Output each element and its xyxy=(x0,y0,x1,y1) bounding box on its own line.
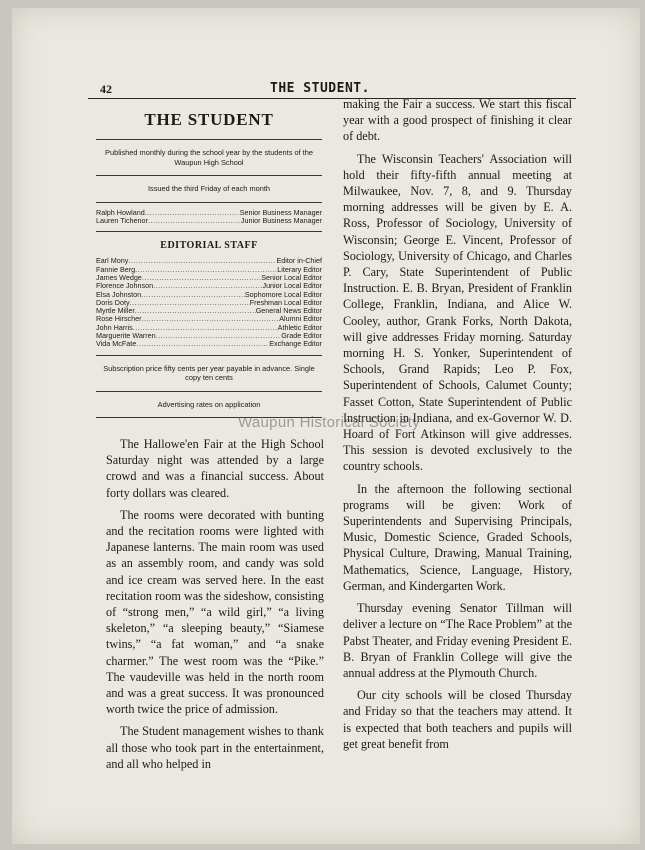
roster-role: General News Editor xyxy=(255,307,322,316)
roster-row xyxy=(96,209,322,217)
roster-name: Ralph Howland xyxy=(96,208,145,217)
roster-name: Myrtle Miller xyxy=(96,307,135,316)
running-title: THE STUDENT. xyxy=(270,81,370,96)
divider xyxy=(96,202,322,203)
roster-name: Marguerite Warren xyxy=(96,332,156,341)
advertising-note: Advertising rates on application xyxy=(157,399,261,409)
left-column xyxy=(106,436,324,778)
roster-role: Freshman Local Editor xyxy=(249,298,322,307)
masthead-title: THE STUDENT xyxy=(144,110,274,129)
roster-role: Exchange Editor xyxy=(269,340,322,349)
roster-role: Literary Editor xyxy=(277,265,322,274)
roster-role: Junior Business Manager xyxy=(240,217,322,226)
divider xyxy=(96,355,322,356)
roster-row xyxy=(96,315,322,323)
subscription-note: Subscription price fifty cents per year payable in advance. Single copy ten cents xyxy=(103,363,315,383)
roster-role: Senior Business Manager xyxy=(239,208,322,217)
roster-name: Lauren Tichenor xyxy=(96,217,148,226)
divider xyxy=(96,231,322,232)
roster-name: Earl Mony xyxy=(96,257,129,266)
roster-row xyxy=(96,282,322,290)
divider xyxy=(96,391,322,392)
article-paragraph: Our city schools will be closed Thursday and Friday so that the teachers may attend. It is expected that both teachers and pupils will get great benefit from xyxy=(343,688,572,751)
editorial-staff-list xyxy=(96,257,322,348)
roster-row xyxy=(96,307,322,315)
roster-role: Alumni Editor xyxy=(279,315,322,324)
roster-name: Fannie Berg xyxy=(96,265,136,274)
roster-name: Vida McFate xyxy=(96,340,137,349)
roster-name: John Harris xyxy=(96,323,133,332)
business-managers xyxy=(96,209,322,226)
article-paragraph: In the afternoon the following sectional programs will be given: Work of Superintendents and Supervising Principals, Music, Domestic Science, Graded Schools, Physical Culture, Drawing, Manual Training, Mathematics, Science, Language, History, German, and Kindergarten Work. xyxy=(343,481,572,593)
roster-name: James Wedge xyxy=(96,273,142,282)
roster-role: Sophomore Local Editor xyxy=(244,290,322,299)
roster-row xyxy=(96,266,322,274)
roster-name: Rose Hirscher xyxy=(96,315,142,324)
article-paragraph: making the Fair a success. We start this fiscal year with a good prospect of finishing it clear of debt. xyxy=(343,97,572,144)
roster-row xyxy=(96,257,322,265)
issue-note: Issued the third Friday of each month xyxy=(147,184,270,194)
divider xyxy=(96,139,322,140)
roster-row xyxy=(96,332,322,340)
roster-role: Junior Local Editor xyxy=(262,282,322,291)
page-number: 42 xyxy=(100,82,112,96)
publication-note: Published monthly during the school year by the students of the Waupun High School xyxy=(105,148,313,167)
roster-row xyxy=(96,291,322,299)
roster-row xyxy=(96,299,322,307)
roster-row xyxy=(96,340,322,348)
roster-name: Florence Johnson xyxy=(96,282,154,291)
roster-name: Doris Doty xyxy=(96,298,130,307)
roster-role: Athletic Editor xyxy=(277,323,322,332)
masthead xyxy=(96,106,322,418)
roster-row xyxy=(96,274,322,282)
editorial-staff-heading: EDITORIAL STAFF xyxy=(160,240,258,252)
roster-role: Senior Local Editor xyxy=(261,273,322,282)
roster-name: Elsa Johnston xyxy=(96,290,142,299)
watermark: Waupun Historical Society xyxy=(238,414,421,431)
article-paragraph: The Student management wishes to thank all those who took part in the entertainment, and all who helped in xyxy=(106,724,324,771)
article-paragraph: Thursday evening Senator Tillman will deliver a lecture on “The Race Problem” at the Pabst Theater, and Friday evening President E. B. Bryan of Franklin College will give the annual address at the Plymouth Church. xyxy=(343,601,572,680)
article-paragraph: The rooms were decorated with bunting and the recitation rooms were lighted with Japanese lanterns. The main room was used as an assembly room, and candy was sold and ice cream was served here. In the east recitation room was the sideshow, consisting of “strong men,” “a wild girl,” “a living skeleton,” “a sleeping beauty,” “Siamese twins,” “a fat woman,” and “a snake charmer.” The west room was the “Pike.” The vaudeville was held in the north room and was a great success. It was pronounced worth twice the price of admission. xyxy=(106,507,324,717)
divider xyxy=(96,175,322,176)
roster-row xyxy=(96,324,322,332)
article-paragraph: The Wisconsin Teachers' Association will hold their fifty-fifth annual meeting at Milwaukee, Nov. 7, 8, and 9. Thursday morning addresses will be given by E. A. Ross, Professor of Sociology, University of Wisconsin; George E. Vincent, Professor of Sociology, University of Chicago, and Charles P. Cary, State Superintendent of Public Instruction. E. B. Bryan, President of Franklin College, Franklin, Indiana, and Alice W. Cooley, author, Grank Forks, North Dakota, will give addresses Friday morning. Saturday morning H. S. Yonker, Superintendent of Schools, Grand Rapids; Leo P. Fox, Superintendent of Schools, Calumet County; Fasset Cotton, State Superintendent of Public Instruction in Indiana, and ex-Governor W. D. Hoard of Fort Atkinson will give addresses. This session is devoted exclusively to the country schools. xyxy=(343,151,572,474)
roster-row xyxy=(96,217,322,225)
roster-role: Grade Editor xyxy=(281,332,322,341)
article-paragraph: The Hallowe'en Fair at the High School Saturday night was attended by a large crowd and was a financial success. About forty dollars was cleared. xyxy=(106,437,324,500)
roster-role: Editor in-Chief xyxy=(276,257,322,266)
